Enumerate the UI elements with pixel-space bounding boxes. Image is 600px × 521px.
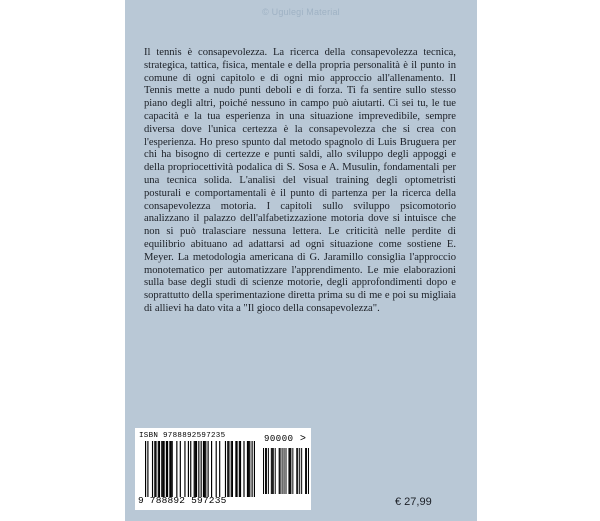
ean-digits: 9 788892 597235	[138, 495, 227, 506]
addon-arrow: >	[300, 433, 306, 444]
barcode-bar	[225, 441, 226, 497]
ean13-barcode	[145, 441, 255, 497]
barcode-bar	[161, 441, 162, 497]
barcode-bar	[188, 441, 189, 497]
barcode-bar	[306, 448, 307, 494]
barcode-bar	[305, 448, 306, 494]
barcode-bar	[247, 441, 248, 497]
barcode-bar	[180, 441, 181, 497]
barcode-bar	[208, 441, 209, 497]
barcode-bar	[301, 448, 302, 494]
barcode-bar	[289, 448, 290, 494]
barcode-bar	[194, 441, 195, 497]
barcode-bar	[204, 441, 205, 497]
barcode-bar	[236, 441, 237, 497]
barcode-bar	[196, 441, 197, 497]
barcode-bar	[158, 441, 159, 497]
barcode-bar	[219, 441, 220, 497]
barcode-bar	[155, 441, 156, 497]
barcode-bar	[152, 441, 153, 497]
barcode-bar	[169, 441, 170, 497]
barcode-bar	[243, 441, 244, 497]
barcode-bar	[271, 448, 272, 494]
barcode-bar	[288, 448, 289, 494]
barcode-bar	[167, 441, 168, 497]
barcode-bar	[297, 448, 298, 494]
barcode-bar	[299, 448, 300, 494]
barcode-bar	[203, 441, 204, 497]
barcode-bar	[231, 441, 232, 497]
barcode-bar	[272, 448, 273, 494]
barcode-bar	[228, 441, 229, 497]
barcode-bar	[248, 441, 249, 497]
barcode-bar	[232, 441, 233, 497]
barcode-bar	[147, 441, 148, 497]
ean5-addon-barcode	[263, 448, 309, 494]
watermark: © Ugulegi Material	[262, 7, 340, 17]
isbn-text: ISBN 9788892597235	[139, 432, 226, 440]
barcode-bar	[308, 448, 309, 494]
barcode-label	[135, 428, 311, 510]
barcode-bar	[195, 441, 196, 497]
barcode-bar	[211, 441, 212, 497]
barcode-bar	[172, 441, 173, 497]
barcode-bar	[176, 441, 177, 497]
addon-price-code: 90000	[264, 434, 294, 444]
barcode-bar	[239, 441, 240, 497]
barcode-bar	[282, 448, 283, 494]
barcode-bar	[290, 448, 291, 494]
price: € 27,99	[395, 496, 432, 508]
barcode-bar	[216, 441, 217, 497]
barcode-bar	[279, 448, 280, 494]
barcode-bar	[154, 441, 155, 497]
barcode-bar	[252, 441, 253, 497]
barcode-bar	[205, 441, 206, 497]
barcode-bar	[184, 441, 185, 497]
barcode-bar	[284, 448, 285, 494]
barcode-bar	[162, 441, 163, 497]
barcode-bar	[159, 441, 160, 497]
barcode-bar	[265, 448, 266, 494]
barcode-bar	[198, 441, 199, 497]
barcode-bar	[240, 441, 241, 497]
back-cover-blurb: Il tennis è consapevolezza. La ricerca della consapevolezza tecnica, strategica, tattica, fisica, mentale e della propria personalità è il punto in comune di ogni capitolo e di ogni mio approccio all'allenamento. Il Tennis mette a nudo punti deboli e di forza. Ti fa sentire sullo stesso piano degli altri, poiché nessuno in campo può aiutarti. Ci sei tu, le tue capacità e la tua esperienza in una situazione imprevedibile, sempre diversa dove l'unica certezza è la consapevolezza che si crea con l'esperienza. Ho preso spunto dal metodo spagnolo di Luis Bruguera per chi ha bisogno di certezze e punti saldi, allo sviluppo degli appoggi e della propriocettività podalica di S. Sosa e A. Musulin, fondamentali per una tecnica solida. L'analisi del visual training degli optometristi posturali e comportamentali è il punto di partenza per la ricerca della consapevolezza motoria. I capitoli sullo sviluppo psicomotorio analizzano il palazzo dell'alfabetizzazione motoria dove si intuisce che non si può tralasciare nessuna lettera. Le criticità nelle perdite di equilibrio abituano ad adattarsi ad ogni situazione come sostiene E. Meyer. La metodologia americana di G. Jaramillo consiglia l'approccio monotematico per automatizzare l'apprendimento. Le mie elaborazioni sulla base degli studi di scienze motorie, degli approfondimenti dopo e soprattutto della sperimentazione diretta prima su di me e poi su migliaia di allievi ha dato vita a "Il gioco della consapevolezza".	[144, 47, 456, 314]
barcode-bar	[166, 441, 167, 497]
barcode-bar	[190, 441, 191, 497]
barcode-bar	[170, 441, 171, 497]
barcode-bar	[227, 441, 228, 497]
barcode-bar	[286, 448, 287, 494]
barcode-bar	[164, 441, 165, 497]
barcode-bar	[235, 441, 236, 497]
barcode-bar	[275, 448, 276, 494]
barcode-bar	[145, 441, 146, 497]
barcode-bar	[296, 448, 297, 494]
barcode-bar	[201, 441, 202, 497]
barcode-bar	[263, 448, 264, 494]
barcode-bar	[273, 448, 274, 494]
barcode-bar	[292, 448, 293, 494]
barcode-bar	[254, 441, 255, 497]
barcode-bar	[266, 448, 267, 494]
barcode-bar	[280, 448, 281, 494]
barcode-bar	[268, 448, 269, 494]
barcode-bar	[249, 441, 250, 497]
